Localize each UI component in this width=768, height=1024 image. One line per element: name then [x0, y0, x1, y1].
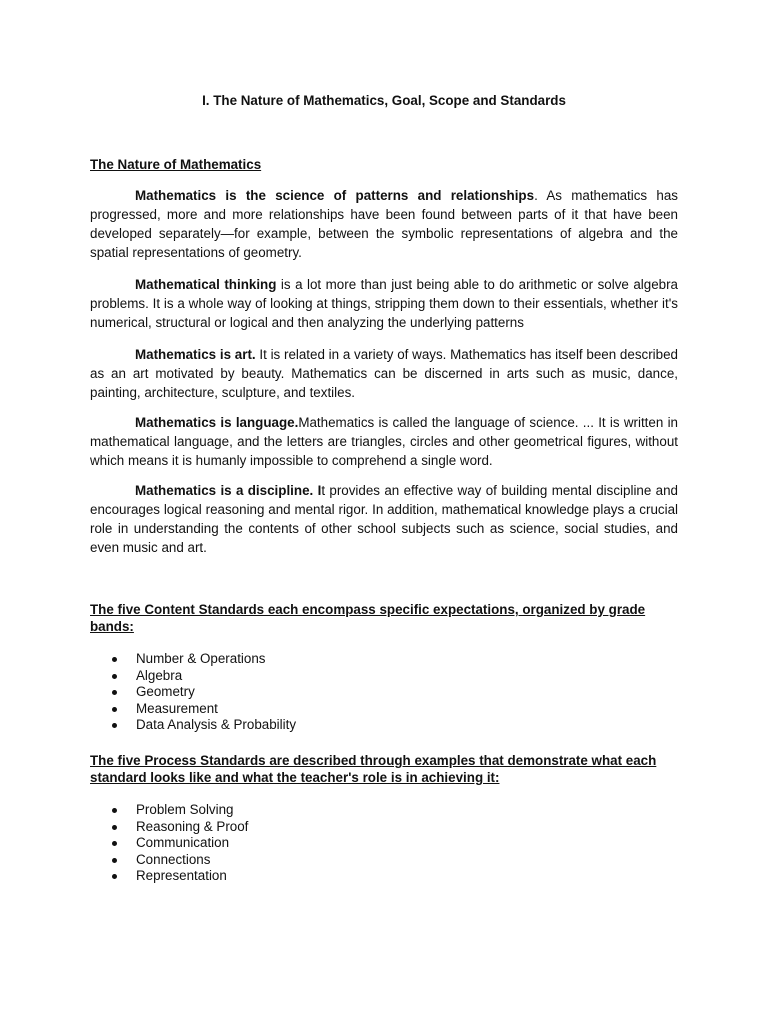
paragraph-science	[90, 186, 678, 262]
paragraph-lead: Mathematical thinking	[135, 277, 277, 292]
paragraph-discipline	[90, 481, 678, 557]
list-item	[90, 684, 296, 701]
list-item	[90, 819, 248, 836]
bullet-icon	[112, 707, 117, 712]
paragraph-text: t provides an effective way of building mental discipline and encourages logical reasoning and mental rigor. In addition, mathematical knowledge plays a crucial role in understanding the contents of other school subjects such as science, social studies, and even music and art.	[90, 483, 678, 555]
document-title: I. The Nature of Mathematics, Goal, Scope and Standards	[202, 93, 566, 108]
bullet-icon	[112, 657, 117, 662]
list-item-label: Communication	[136, 835, 230, 851]
list-item	[90, 651, 296, 668]
bullet-icon	[112, 841, 117, 846]
paragraph-lead: Mathematics is art.	[135, 347, 256, 362]
bullet-icon	[112, 874, 117, 879]
paragraph-text: It is related in a variety of ways. Mathematics has itself been described as an art motivated by beauty. Mathematics can be discerned in arts such as music, dance, painting, architecture, sculpture, and textiles.	[90, 347, 678, 400]
list-item	[90, 852, 248, 869]
bullet-icon	[112, 674, 117, 679]
list-item	[90, 717, 296, 734]
list-item-label: Representation	[136, 868, 227, 884]
paragraph-lead: Mathematics is a discipline. I	[135, 483, 322, 498]
paragraph-lead: Mathematics is language.	[135, 415, 299, 430]
list-item	[90, 835, 248, 852]
content-standards-list	[90, 651, 296, 734]
paragraph-text: . As mathematics has progressed, more and more relationships have been found between parts of it that have been developed separately—for example, between the symbolic representations of algebra and the spatial representations of geometry.	[90, 188, 678, 260]
process-standards-heading: The five Process Standards are described through examples that demonstrate what each standard looks like and what the teacher's role is in achieving it:	[90, 753, 657, 785]
list-item	[90, 868, 248, 885]
paragraph-art	[90, 345, 678, 402]
bullet-icon	[112, 723, 117, 728]
list-item-label: Problem Solving	[136, 802, 234, 817]
list-item-label: Geometry	[136, 684, 195, 700]
paragraph-text: is a lot more than just being able to do arithmetic or solve algebra problems. It is a whole way of looking at things, stripping them down to their essentials, whether it's numerical, structural or logical and then analyzing the underlying patterns	[90, 277, 679, 330]
bullet-icon	[112, 825, 117, 830]
list-item-label: Reasoning & Proof	[136, 818, 249, 834]
bullet-icon	[112, 690, 117, 695]
paragraph-text: Mathematics is called the language of science. ... It is written in mathematical language, and the letters are triangles, circles and other geometrical figures, without which means it is humanly impossible to comprehend a single word.	[90, 415, 678, 468]
content-standards-heading: The five Content Standards each encompass specific expectations, organized by grade bands:	[90, 602, 646, 634]
paragraph-lead: Mathematics is the science of patterns and relationships	[135, 188, 535, 203]
list-item-label: Data Analysis & Probability	[136, 717, 297, 733]
bullet-icon	[112, 808, 117, 813]
list-item	[90, 668, 296, 685]
list-item-label: Number & Operations	[136, 651, 266, 666]
list-item-label: Measurement	[136, 700, 218, 716]
process-standards-list	[90, 802, 248, 885]
list-item-label: Connections	[136, 851, 211, 867]
list-item-label: Algebra	[136, 667, 183, 683]
section-heading: The Nature of Mathematics	[90, 157, 262, 172]
list-item	[90, 802, 248, 819]
bullet-icon	[112, 858, 117, 863]
paragraph-thinking	[90, 275, 678, 332]
paragraph-language	[90, 413, 678, 470]
list-item	[90, 701, 296, 718]
